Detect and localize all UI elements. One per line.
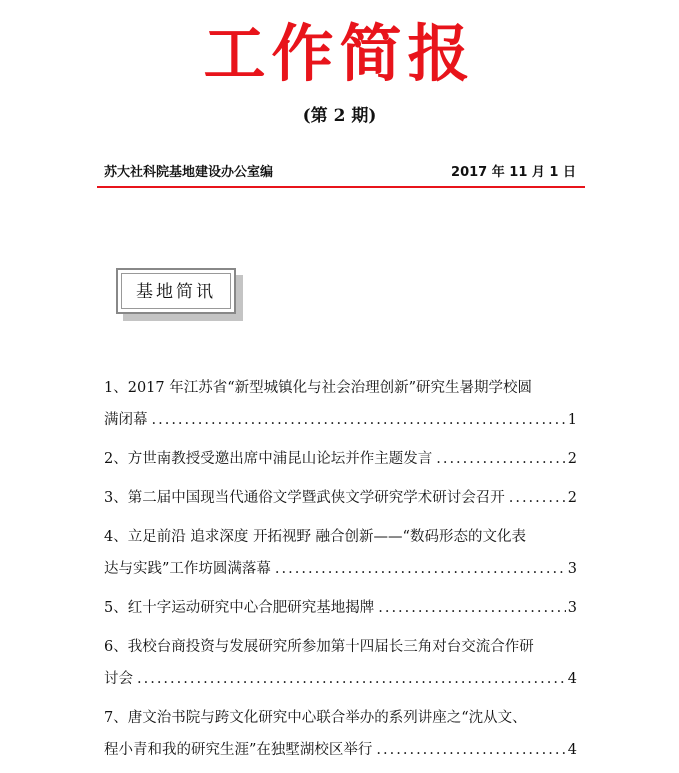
toc-entry-text: 6、我校台商投资与发展研究所参加第十四届长三角对台交流合作研 (104, 639, 534, 655)
toc-page-number: 3 (567, 600, 577, 616)
dot-leader (505, 482, 566, 514)
section-heading: 基地简讯 (136, 282, 216, 302)
toc-entry[interactable] (104, 631, 577, 695)
dot-leader (271, 553, 566, 585)
toc-entry-text: 程小青和我的研究生涯”在独墅湖校区举行 (104, 742, 373, 758)
toc-entry-text: 7、唐文治书院与跨文化研究中心联合举办的系列讲座之“沈从文、 (104, 710, 527, 726)
section-heading-box (116, 268, 236, 314)
dot-leader (148, 404, 566, 436)
toc-page-number: 3 (567, 561, 577, 577)
toc-entry[interactable] (104, 443, 577, 475)
toc-entry[interactable] (104, 702, 577, 766)
toc-entry-lastline (104, 592, 577, 624)
toc-page-number: 4 (567, 671, 577, 687)
issue-number: (第 2 期) (302, 106, 377, 126)
header-divider (97, 186, 585, 188)
toc-entry[interactable] (104, 592, 577, 624)
publish-date: 2017 年 11 月 1 日 (451, 165, 576, 180)
toc-entry-text: 2、方世南教授受邀出席中浦昆山论坛并作主题发言 (104, 451, 433, 467)
toc-entry[interactable] (104, 521, 577, 585)
table-of-contents (104, 372, 577, 773)
toc-page-number: 2 (567, 451, 577, 467)
toc-entry-text: 1、2017 年江苏省“新型城镇化与社会治理创新”研究生暑期学校圆 (104, 380, 533, 396)
toc-entry-lastline (104, 663, 577, 695)
dot-leader (133, 663, 566, 695)
toc-entry-text: 3、第二届中国现当代通俗文学暨武侠文学研究学术研讨会召开 (104, 490, 505, 506)
dot-leader (374, 592, 566, 624)
toc-entry-text: 讨会 (104, 671, 133, 687)
newsletter-title: 工作简报 (203, 17, 476, 90)
editor-line: 苏大社科院基地建设办公室编 (104, 165, 274, 180)
toc-entry-lastline (104, 443, 577, 475)
toc-entry[interactable] (104, 372, 577, 436)
toc-page-number: 1 (567, 412, 577, 428)
toc-entry-text: 4、立足前沿 追求深度 开拓视野 融合创新——“数码形态的文化表 (104, 529, 526, 545)
toc-page-number: 2 (567, 490, 577, 506)
dot-leader (372, 734, 565, 766)
toc-entry-text: 满闭幕 (104, 412, 148, 428)
toc-entry-lastline (104, 553, 577, 585)
toc-entry-lastline (104, 404, 577, 436)
toc-entry[interactable] (104, 482, 577, 514)
toc-page-number: 4 (567, 742, 577, 758)
toc-entry-text: 5、红十字运动研究中心合肥研究基地揭牌 (104, 600, 375, 616)
dot-leader (432, 443, 566, 475)
toc-entry-text: 达与实践”工作坊圆满落幕 (104, 561, 271, 577)
toc-entry-lastline (104, 734, 577, 766)
toc-entry-lastline (104, 482, 577, 514)
